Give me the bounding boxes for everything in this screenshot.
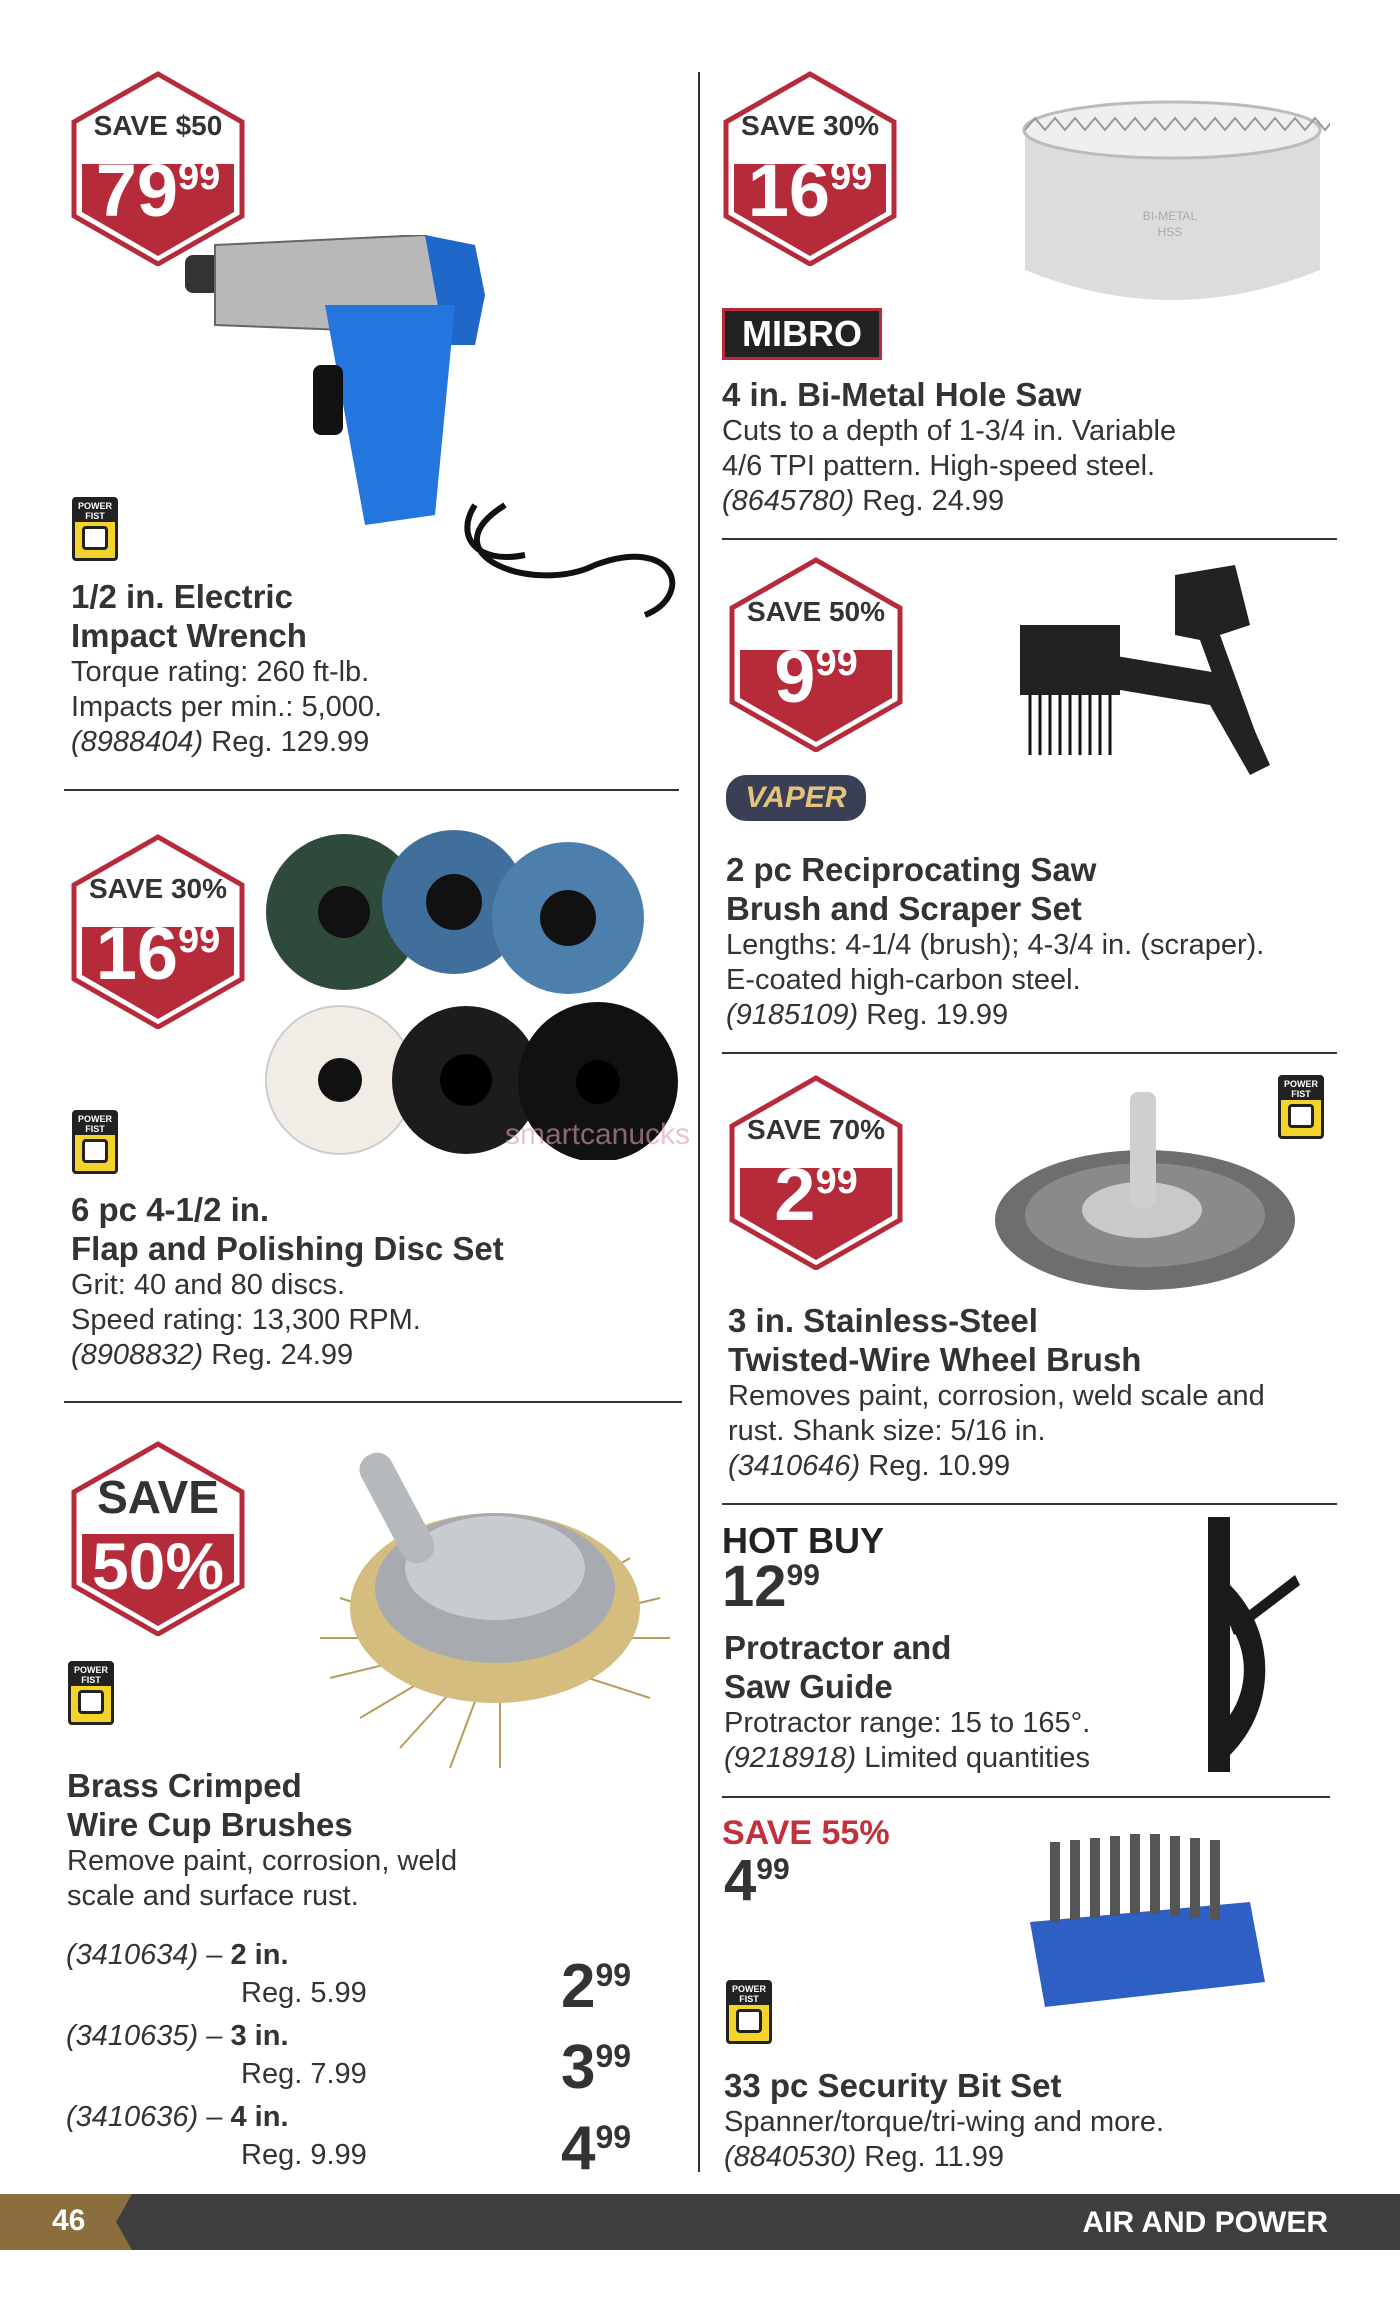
sale-price: $2^{99}$ <box>561 1952 632 2021</box>
product-title: Saw Guide <box>724 1668 893 1705</box>
section-divider <box>64 789 679 791</box>
product-title: Twisted-Wire Wheel Brush <box>728 1341 1142 1378</box>
section-divider <box>64 1401 682 1403</box>
impact-wrench-image <box>175 235 690 620</box>
cup-brushes-save-badge <box>68 1440 248 1636</box>
watermark: smartcanucks <box>505 1118 691 1151</box>
regular-price: Reg. 9.99 <box>241 2139 367 2171</box>
sale-price: $3^{99}$ <box>561 2033 632 2102</box>
sku: (3410635) <box>66 2020 199 2052</box>
product-spec: Impacts per min.: 5,000. <box>71 691 383 723</box>
save-label: SAVE 70% <box>747 1114 885 1145</box>
column-divider <box>698 72 700 2172</box>
wheel-brush-image <box>990 1090 1300 1300</box>
recip-set-image <box>1000 565 1340 855</box>
sku: (8988404) <box>71 726 204 758</box>
hole-saw-marking: BI-METAL <box>1142 209 1198 223</box>
sale-price: $12^{99}$ <box>722 1554 820 1619</box>
section-title: AIR AND POWER <box>1082 2206 1328 2239</box>
product-spec: Remove paint, corrosion, weld <box>67 1845 458 1877</box>
product-title: 3 in. Stainless-Steel <box>728 1302 1038 1339</box>
power-fist-logo: POWER FIST <box>72 497 118 561</box>
sale-price: $9^{99}$ <box>774 635 858 718</box>
sale-price: $16^{99}$ <box>95 912 221 995</box>
sale-price: $4^{99}$ <box>724 1848 790 1913</box>
hole-saw-marking: HSS <box>1157 225 1183 239</box>
save-label: SAVE 30% <box>89 873 227 904</box>
save-label: SAVE 30% <box>741 110 879 141</box>
variant-row: (3410635) – 3 in. Reg. 7.99 $3^{99}$ <box>66 2020 632 2102</box>
disc-set-price-badge <box>68 833 248 1029</box>
sku: (9185109) <box>726 999 859 1031</box>
regular-price: Reg. 24.99 <box>211 1339 354 1371</box>
sku: (3410636) <box>66 2101 199 2133</box>
power-fist-logo: POWER FIST <box>68 1661 114 1725</box>
variant-list <box>66 1938 666 2183</box>
variant-row: (3410636) – 4 in. Reg. 9.99 $4^{99}$ <box>66 2101 632 2183</box>
size: 2 in. <box>230 1939 289 1971</box>
product-spec: E-coated high-carbon steel. <box>726 964 1081 996</box>
product-title: 33 pc Security Bit Set <box>724 2067 1062 2104</box>
hot-buy-label: HOT BUY <box>722 1520 884 1561</box>
product-spec: Speed rating: 13,300 RPM. <box>71 1304 421 1336</box>
product-title: Flap and Polishing Disc Set <box>71 1230 504 1267</box>
product-spec: Lengths: 4-1/4 (brush); 4-3/4 in. (scraper). <box>726 929 1265 961</box>
regular-price: Reg. 11.99 <box>864 2141 1005 2173</box>
hole-saw-price-badge <box>720 70 900 266</box>
product-title: Wire Cup Brushes <box>67 1806 353 1843</box>
regular-price: Reg. 5.99 <box>241 1977 367 2009</box>
save-label: SAVE <box>97 1471 219 1523</box>
product-spec: Cuts to a depth of 1-3/4 in. Variable <box>722 415 1177 447</box>
product-spec: Removes paint, corrosion, weld scale and <box>728 1380 1265 1412</box>
sku: (8840530) <box>724 2141 857 2173</box>
section-divider <box>722 538 1337 540</box>
power-fist-logo: POWER FIST <box>1278 1075 1324 1139</box>
save-label: SAVE 50% <box>747 596 885 627</box>
product-spec: rust. Shank size: 5/16 in. <box>728 1415 1046 1447</box>
save-label: SAVE $50 <box>93 110 223 141</box>
regular-price: Reg. 129.99 <box>211 726 370 758</box>
power-fist-logo: POWER FIST <box>72 1110 118 1174</box>
cup-brush-image <box>300 1448 690 1788</box>
regular-price: Reg. 10.99 <box>868 1450 1011 1482</box>
wheel-brush-price-badge <box>726 1074 906 1270</box>
section-divider <box>722 1052 1337 1054</box>
size: 4 in. <box>230 2101 289 2133</box>
vaper-logo: VAPER <box>726 775 866 821</box>
variant-row: (3410634) – 2 in. Reg. 5.99 $2^{99}$ <box>66 1939 632 2021</box>
product-spec: Grit: 40 and 80 discs. <box>71 1269 346 1301</box>
save-percent: 50% <box>91 1529 225 1603</box>
product-title: 2 pc Reciprocating Saw <box>726 851 1097 888</box>
sku: (8908832) <box>71 1339 204 1371</box>
regular-price: Reg. 19.99 <box>866 999 1009 1031</box>
sale-price: $79^{99}$ <box>95 149 221 232</box>
mibro-logo: MIBRO <box>722 308 882 360</box>
product-title: Protractor and <box>724 1629 952 1666</box>
product-title: 4 in. Bi-Metal Hole Saw <box>722 376 1082 413</box>
sale-price: $4^{99}$ <box>561 2114 632 2183</box>
size: 3 in. <box>230 2020 289 2052</box>
product-spec: scale and surface rust. <box>67 1880 359 1912</box>
disc-set-image <box>262 830 682 1160</box>
availability-note: Limited quantities <box>864 1742 1090 1774</box>
product-title: 1/2 in. Electric <box>71 578 293 615</box>
product-title: Brush and Scraper Set <box>726 890 1082 927</box>
product-spec: Protractor range: 15 to 165°. <box>724 1707 1091 1739</box>
bit-set-image <box>1020 1832 1270 2012</box>
sku: (3410634) <box>66 1939 199 1971</box>
section-divider <box>722 1503 1337 1505</box>
sku: (9218918) <box>724 1742 857 1774</box>
product-spec: Spanner/torque/tri-wing and more. <box>724 2106 1165 2138</box>
sku: (3410646) <box>728 1450 861 1482</box>
sku: (8645780) <box>722 485 855 517</box>
product-spec: 4/6 TPI pattern. High-speed steel. <box>722 450 1156 482</box>
hole-saw-image <box>1020 100 1330 315</box>
regular-price: Reg. 24.99 <box>862 485 1005 517</box>
save-label: SAVE 55% <box>722 1814 890 1852</box>
power-fist-logo: POWER FIST <box>726 1980 772 2044</box>
section-divider <box>722 1796 1330 1798</box>
page-number: 46 <box>52 2204 86 2237</box>
product-spec: Torque rating: 260 ft-lb. <box>71 656 370 688</box>
sale-price: $2^{99}$ <box>774 1153 858 1236</box>
sale-price: $16^{99}$ <box>747 149 873 232</box>
recip-set-price-badge <box>726 556 906 752</box>
regular-price: Reg. 7.99 <box>241 2058 367 2090</box>
product-title: 6 pc 4-1/2 in. <box>71 1191 270 1228</box>
product-title: Brass Crimped <box>67 1767 302 1804</box>
product-title: Impact Wrench <box>71 617 307 654</box>
